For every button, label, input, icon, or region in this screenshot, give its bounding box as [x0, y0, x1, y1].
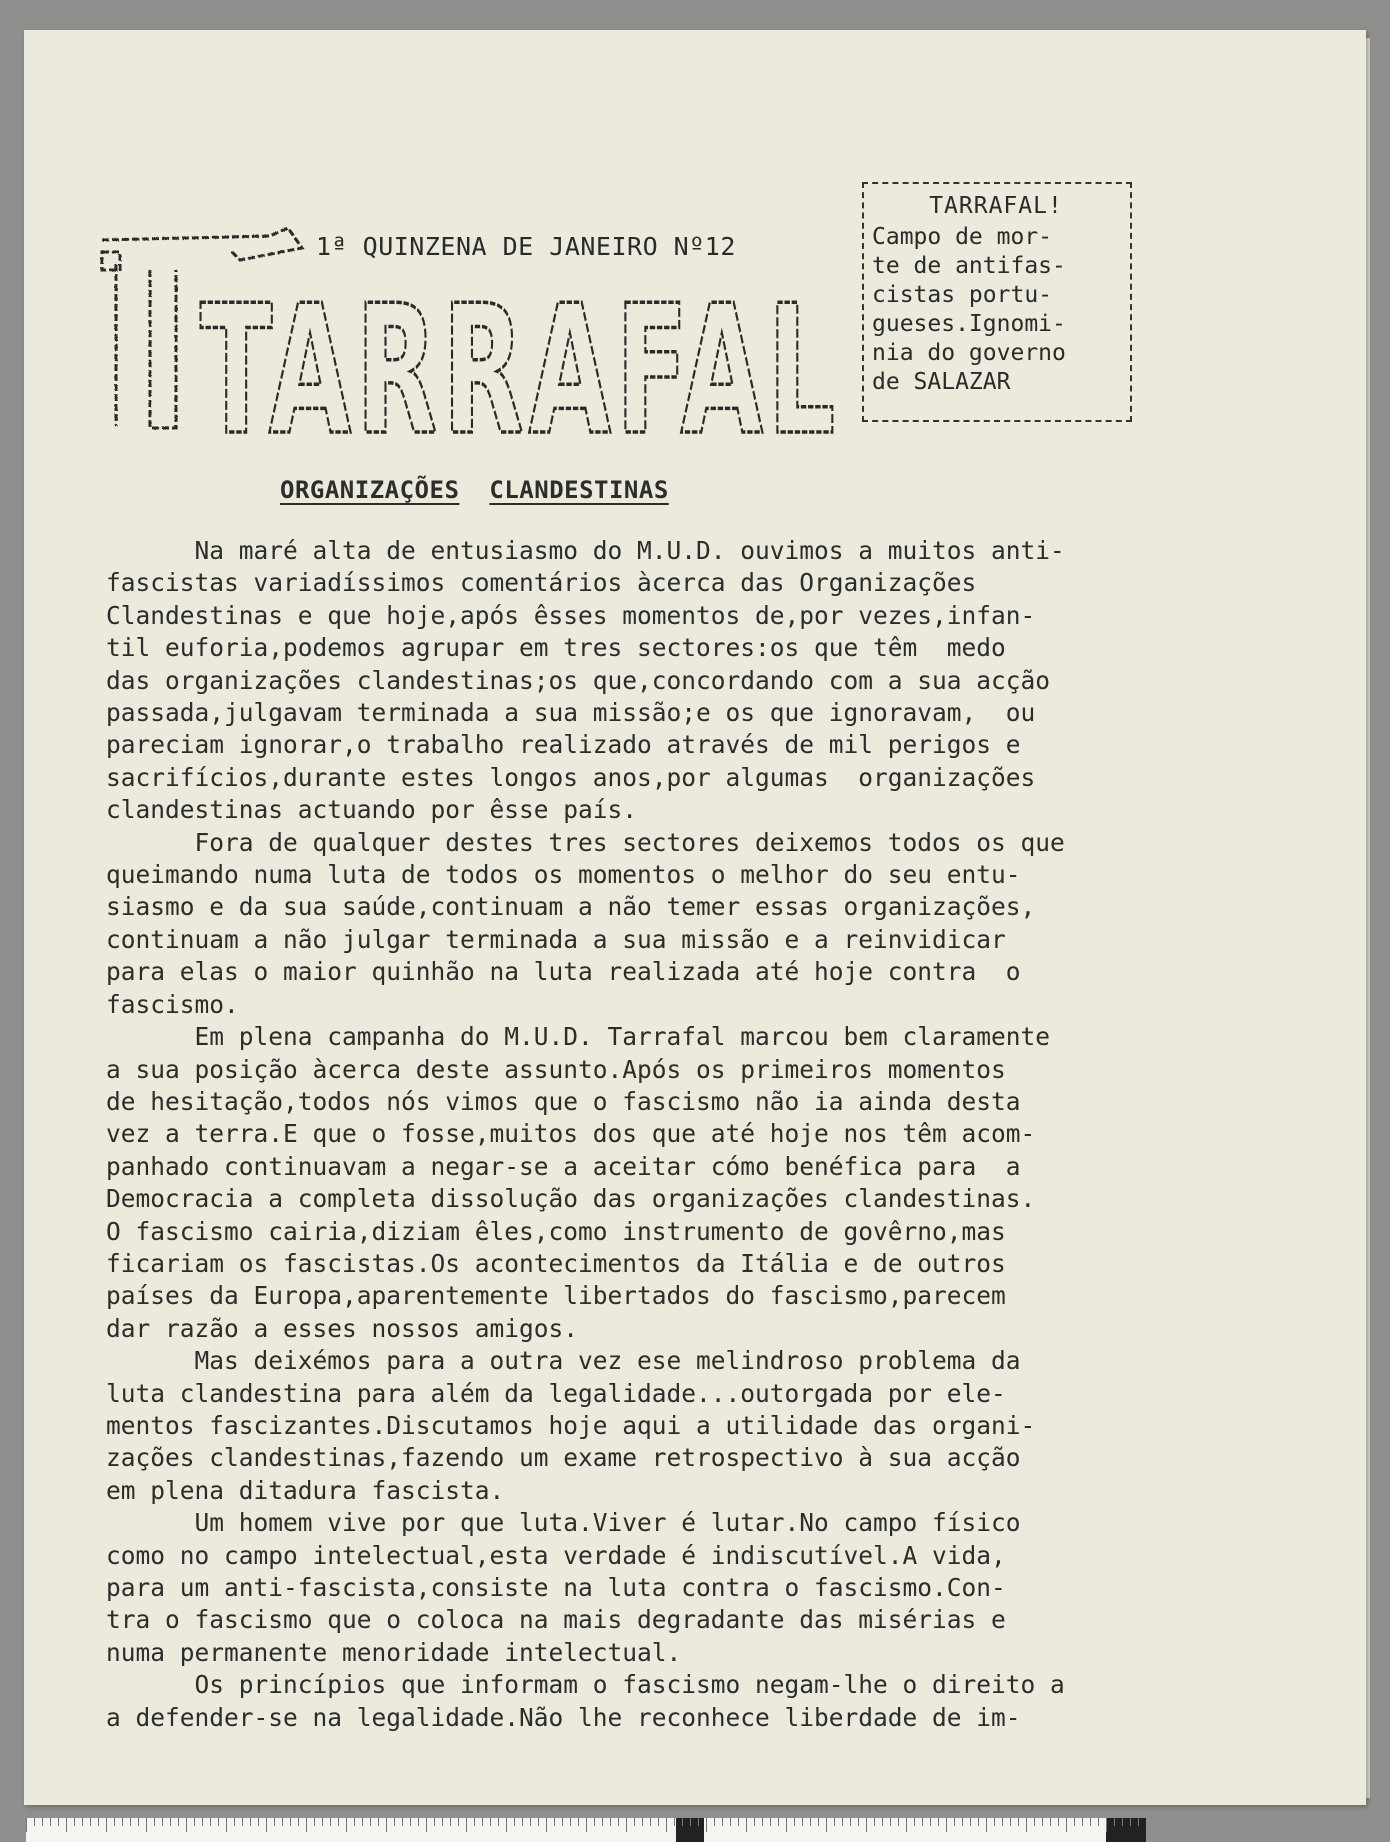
ruler-tick: [618, 1818, 619, 1826]
text-line: a sua posição àcerca deste assunto.Após os primeiros momentos: [106, 1054, 1006, 1084]
ruler-tick: [442, 1818, 443, 1826]
text-line: ficariam os fascistas.Os acontecimentos da Itália e de outros: [106, 1248, 1006, 1278]
text-line: O fascismo cairia,diziam êles,como instrumento de govêrno,mas: [106, 1216, 1006, 1246]
ruler-tick: [50, 1818, 51, 1826]
ruler-tick: [842, 1818, 843, 1826]
ruler-tick: [1058, 1818, 1059, 1826]
text-line: Clandestinas e que hoje,após êsses momentos de,por vezes,infan-: [106, 600, 1036, 630]
text-line: dar razão a esses nossos amigos.: [106, 1313, 579, 1343]
ruler-tick: [338, 1818, 339, 1826]
ruler-tick: [138, 1818, 139, 1826]
ruler-tick: [154, 1818, 155, 1826]
ruler-tick: [282, 1818, 283, 1826]
ruler-tick: [1090, 1818, 1091, 1826]
text-line: clandestinas actuando por êsse país.: [106, 795, 638, 825]
ruler-tick: [58, 1818, 59, 1826]
ruler-tick: [106, 1818, 107, 1832]
ruler-tick: [1018, 1818, 1019, 1826]
side-box: [862, 182, 1132, 422]
ruler-tick: [1066, 1818, 1067, 1832]
text-line: sacrifícios,durante estes longos anos,por algumas organizações: [106, 762, 1036, 792]
text-line: das organizações clandestinas;os que,concordando com a sua acção: [106, 665, 1051, 695]
side-box-line: de SALAZAR: [872, 369, 1011, 395]
ruler-tick: [1034, 1818, 1035, 1826]
ruler-tick: [66, 1818, 67, 1832]
ruler-tick: [490, 1818, 491, 1826]
ruler-tick: [218, 1818, 219, 1826]
ruler-tick: [306, 1818, 307, 1832]
ruler-tick: [186, 1818, 187, 1832]
ruler-tick: [90, 1818, 91, 1826]
ruler-tick: [946, 1818, 947, 1832]
ruler-tick: [418, 1818, 419, 1826]
ruler-tick: [114, 1818, 115, 1826]
side-box-line: nia do governo: [872, 340, 1066, 366]
ruler-tick: [458, 1818, 459, 1826]
text-line: para elas o maior quinhão na luta realizada até hoje contra o: [106, 957, 1021, 987]
side-box-line: Campo de mor-: [872, 224, 1053, 250]
ruler-tick: [290, 1818, 291, 1826]
ruler-tick: [1074, 1818, 1075, 1826]
ruler-tick: [890, 1818, 891, 1826]
ruler-tick: [1114, 1818, 1115, 1826]
text-line: vez a terra.E que o fosse,muitos dos que até hoje nos têm acom-: [106, 1119, 1036, 1149]
ruler-tick: [210, 1818, 211, 1826]
text-line: queimando numa luta de todos os momentos o melhor do seu entu-: [106, 860, 1021, 890]
text-line: Mas deixémos para a outra vez ese melindroso problema da: [106, 1346, 1021, 1376]
ruler-tick: [538, 1818, 539, 1826]
ruler-tick: [34, 1818, 35, 1826]
ruler-tick: [642, 1818, 643, 1826]
ruler-tick: [770, 1818, 771, 1826]
text-line: til euforia,podemos agrupar em tres sectores:os que têm medo: [106, 633, 1006, 663]
text-line: fascismo.: [106, 989, 239, 1019]
ruler-tick: [914, 1818, 915, 1826]
ruler-tick: [162, 1818, 163, 1826]
ruler-tick: [986, 1818, 987, 1832]
ruler-tick: [858, 1818, 859, 1826]
ruler-tick: [378, 1818, 379, 1826]
ruler-tick: [474, 1818, 475, 1826]
ruler-tick: [810, 1818, 811, 1826]
ruler-tick: [274, 1818, 275, 1826]
text-line: passada,julgavam terminada a sua missão;e os que ignoravam, ou: [106, 698, 1036, 728]
issue-line: 1ª QUINZENA DE JANEIRO Nº12: [316, 232, 736, 261]
ruler-tick: [194, 1818, 195, 1826]
scale-ruler: [26, 1818, 1146, 1842]
ruler-tick: [658, 1818, 659, 1826]
ruler-tick: [866, 1818, 867, 1832]
ruler-tick: [226, 1818, 227, 1832]
ruler-tick: [130, 1818, 131, 1826]
ruler-tick: [906, 1818, 907, 1832]
ruler-tick: [962, 1818, 963, 1826]
ruler-tick: [266, 1818, 267, 1832]
ruler-tick: [818, 1818, 819, 1826]
ruler-tick: [530, 1818, 531, 1826]
ruler-tick: [874, 1818, 875, 1826]
ruler-tick: [698, 1818, 699, 1826]
ruler-tick: [514, 1818, 515, 1826]
ruler-tick: [938, 1818, 939, 1826]
ruler-tick: [786, 1818, 787, 1832]
ruler-tick: [626, 1818, 627, 1832]
ruler-tick: [674, 1818, 675, 1826]
text-line: como no campo intelectual,esta verdade é indiscutível.A vida,: [106, 1540, 1006, 1570]
text-line: siasmo e da sua saúde,continuam a não temer essas organizações,: [106, 892, 1036, 922]
ruler-tick: [234, 1818, 235, 1826]
ruler-tick: [202, 1818, 203, 1826]
ruler-tick: [322, 1818, 323, 1826]
ruler-tick: [610, 1818, 611, 1826]
ruler-tick: [754, 1818, 755, 1826]
ruler-tick: [178, 1818, 179, 1826]
text-line: pareciam ignorar,o trabalho realizado através de mil perigos e: [106, 730, 1021, 760]
side-box-title: TARRAFAL!: [929, 193, 1063, 219]
article-body: [106, 535, 1166, 1734]
text-line: luta clandestina para além da legalidade...outorgada por ele-: [106, 1378, 1006, 1408]
ruler-tick: [370, 1818, 371, 1826]
ruler-tick: [930, 1818, 931, 1826]
ruler-tick: [522, 1818, 523, 1826]
text-line: Um homem vive por que luta.Viver é lutar.No campo físico: [106, 1508, 1021, 1538]
text-line: Os princípios que informam o fascismo negam-lhe o direito a: [106, 1670, 1065, 1700]
ruler-tick: [714, 1818, 715, 1826]
ruler-tick: [1106, 1818, 1107, 1832]
ruler-tick: [250, 1818, 251, 1826]
text-line: mentos fascizantes.Discutamos hoje aqui a utilidade das organi-: [106, 1410, 1036, 1440]
side-box-line: te de antifas-: [872, 253, 1066, 279]
ruler-tick: [1026, 1818, 1027, 1832]
ruler-tick: [778, 1818, 779, 1826]
text-line: a defender-se na legalidade.Não lhe reconhece liberdade de im-: [106, 1702, 1021, 1732]
ruler-tick: [122, 1818, 123, 1826]
ruler-tick: [1002, 1818, 1003, 1826]
ruler-tick: [602, 1818, 603, 1826]
ruler-tick: [634, 1818, 635, 1826]
ruler-tick: [26, 1818, 27, 1832]
ruler-tick: [1122, 1818, 1123, 1826]
ruler-tick: [242, 1818, 243, 1826]
ruler-tick: [762, 1818, 763, 1826]
ruler-tick: [546, 1818, 547, 1832]
ruler-tick: [578, 1818, 579, 1826]
ruler-tick: [434, 1818, 435, 1826]
ruler-tick: [362, 1818, 363, 1826]
ruler-tick: [970, 1818, 971, 1826]
section-heading: [280, 476, 699, 504]
heading-word: ORGANIZAÇÕES: [280, 476, 460, 504]
ruler-tick: [426, 1818, 427, 1832]
ruler-tick: [994, 1818, 995, 1826]
ruler-marker: [1106, 1818, 1146, 1842]
ruler-tick: [346, 1818, 347, 1832]
text-line: fascistas variadíssimos comentários àcerca das Organizações: [106, 568, 977, 598]
side-box-line: cistas portu-: [872, 282, 1053, 308]
ruler-tick: [498, 1818, 499, 1826]
text-line: panhado continuavam a negar-se a aceitar cómo benéfica para a: [106, 1151, 1021, 1181]
text-line: Na maré alta de entusiasmo do M.U.D. ouvimos a muitos anti-: [106, 536, 1065, 565]
ruler-tick: [666, 1818, 667, 1832]
ruler-tick: [482, 1818, 483, 1826]
text-line: para um anti-fascista,consiste na luta contra o fascismo.Con-: [106, 1573, 1006, 1602]
ruler-tick: [1130, 1818, 1131, 1826]
text-line: Em plena campanha do M.U.D. Tarrafal marcou bem claramente: [106, 1022, 1051, 1052]
ruler-tick: [506, 1818, 507, 1832]
ruler-tick: [586, 1818, 587, 1832]
ruler-tick: [170, 1818, 171, 1826]
ruler-tick: [570, 1818, 571, 1826]
ruler-tick: [450, 1818, 451, 1826]
ruler-tick: [882, 1818, 883, 1826]
ruler-tick: [1010, 1818, 1011, 1826]
text-line: Democracia a completa dissolução das organizações clandestinas.: [106, 1184, 1036, 1214]
ruler-tick: [706, 1818, 707, 1832]
ruler-tick: [1098, 1818, 1099, 1826]
ruler-tick: [898, 1818, 899, 1826]
ruler-tick: [466, 1818, 467, 1832]
ruler-tick: [554, 1818, 555, 1826]
ruler-tick: [850, 1818, 851, 1826]
text-line: zações clandestinas,fazendo um exame retrospectivo à sua acção: [106, 1443, 1021, 1473]
ruler-tick: [394, 1818, 395, 1826]
ruler-tick: [690, 1818, 691, 1826]
ruler-tick: [314, 1818, 315, 1826]
text-line: continuam a não julgar terminada a sua missão e a reinvidicar: [106, 924, 1006, 954]
ruler-tick: [794, 1818, 795, 1826]
ruler-tick: [42, 1818, 43, 1826]
ruler-tick: [386, 1818, 387, 1832]
heading-word: CLANDESTINAS: [489, 476, 669, 504]
ruler-tick: [1050, 1818, 1051, 1826]
text-line: Fora de qualquer destes tres sectores deixemos todos os que: [106, 827, 1065, 857]
text-line: numa permanente menoridade intelectual.: [106, 1637, 682, 1667]
ruler-tick: [922, 1818, 923, 1826]
ruler-tick: [1042, 1818, 1043, 1826]
text-line: tra o fascismo que o coloca na mais degradante das misérias e: [106, 1605, 1006, 1635]
ruler-tick: [834, 1818, 835, 1826]
ruler-tick: [258, 1818, 259, 1826]
ruler-tick: [562, 1818, 563, 1826]
ruler-tick: [82, 1818, 83, 1826]
ruler-tick: [738, 1818, 739, 1826]
side-box-line: gueses.Ignomi-: [872, 311, 1066, 337]
ruler-tick: [682, 1818, 683, 1826]
text-line: países da Europa,aparentemente libertados do fascismo,parecem: [106, 1281, 1006, 1311]
ruler-tick: [354, 1818, 355, 1826]
ruler-tick: [730, 1818, 731, 1826]
document-page: [24, 30, 1366, 1805]
masthead-title: TARRAFAL: [200, 267, 840, 450]
ruler-tick: [722, 1818, 723, 1826]
ruler-tick: [594, 1818, 595, 1826]
ruler-tick: [650, 1818, 651, 1826]
ruler-tick: [298, 1818, 299, 1826]
text-line: em plena ditadura fascista.: [106, 1475, 505, 1505]
ruler-tick: [410, 1818, 411, 1826]
ruler-tick: [1138, 1818, 1139, 1826]
ruler-tick: [146, 1818, 147, 1832]
ruler-tick: [826, 1818, 827, 1832]
ruler-tick: [802, 1818, 803, 1826]
ruler-tick: [978, 1818, 979, 1826]
ruler-tick: [330, 1818, 331, 1826]
ruler-tick: [402, 1818, 403, 1826]
ruler-tick: [746, 1818, 747, 1832]
ruler-tick: [1082, 1818, 1083, 1826]
ruler-tick: [74, 1818, 75, 1826]
ruler-tick: [954, 1818, 955, 1826]
ruler-tick: [98, 1818, 99, 1826]
text-line: de hesitação,todos nós vimos que o fascismo não ia ainda desta: [106, 1086, 1021, 1116]
